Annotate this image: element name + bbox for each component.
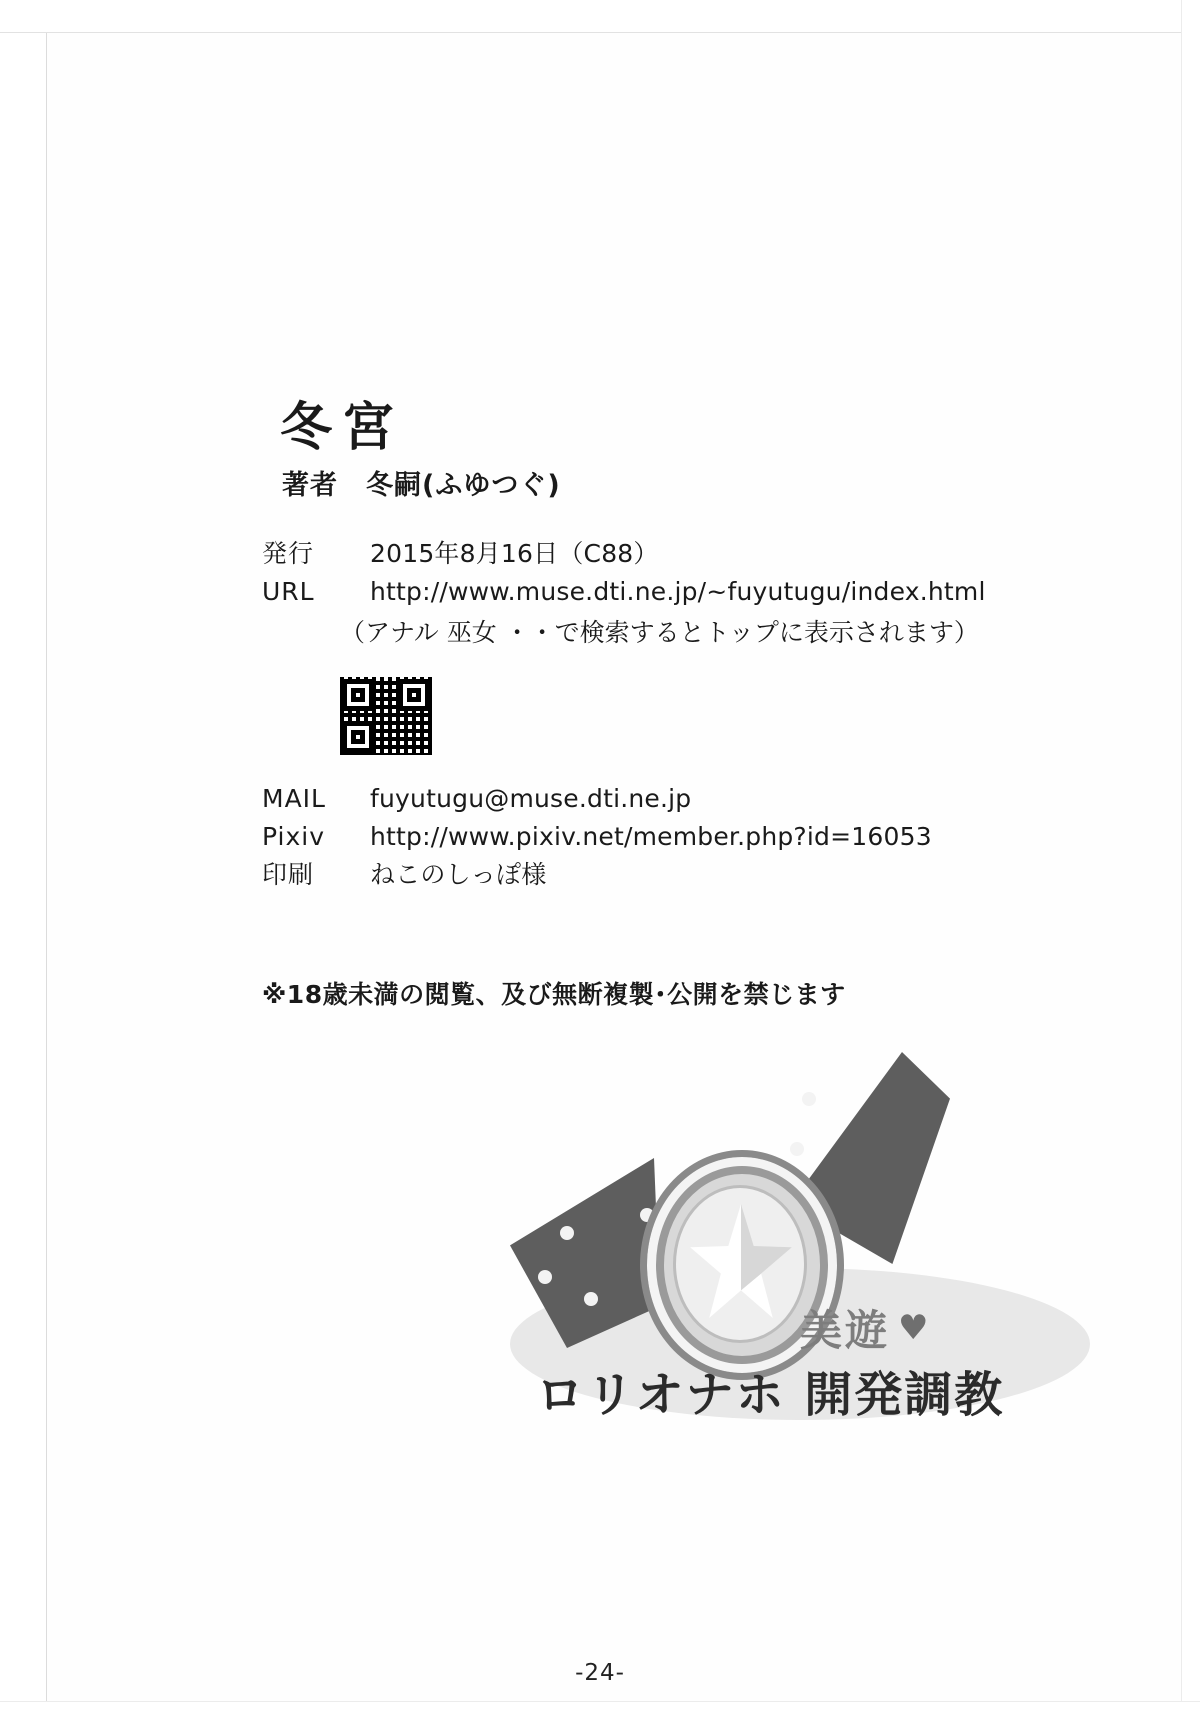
info-row-pixiv xyxy=(262,819,1062,855)
wing-dot xyxy=(538,1270,552,1284)
scan-edge-right xyxy=(1181,0,1200,1716)
page-number: -24- xyxy=(575,1660,625,1686)
wing-dot xyxy=(584,1292,598,1306)
info-label-url: URL xyxy=(262,577,315,607)
wing-dot xyxy=(802,1092,816,1106)
author-line: 著者 冬嗣(ふゆつぐ) xyxy=(282,470,561,502)
info-row-publication xyxy=(262,536,1062,572)
qr-finder-bottom-left xyxy=(342,721,374,753)
info-value-mail[interactable]: fuyutugu@muse.dti.ne.jp xyxy=(370,783,692,813)
scan-edge-top xyxy=(0,0,1200,33)
info-label-pixiv: Pixiv xyxy=(262,821,326,851)
info-row-mail xyxy=(262,781,1062,817)
info-label-publication: 発行 xyxy=(262,539,315,569)
scan-edge-left xyxy=(0,0,47,1716)
star-shading xyxy=(688,1204,794,1324)
heart-icon: ♥ xyxy=(898,1308,932,1348)
info-value-pixiv[interactable]: http://www.pixiv.net/member.php?id=16053 xyxy=(370,821,932,851)
scan-edge-bottom xyxy=(0,1701,1200,1716)
circle-name: 冬宮 xyxy=(280,398,405,458)
wing-dot xyxy=(790,1142,804,1156)
emblem-logo-name: 美遊 xyxy=(800,1306,891,1355)
contact-block xyxy=(262,781,1062,894)
qr-code-icon xyxy=(340,677,432,755)
emblem-logo-text xyxy=(800,1298,932,1358)
info-value-printer: ねこのしっぽ様 xyxy=(370,860,547,890)
info-value-url[interactable]: http://www.muse.dti.ne.jp/~fuyutugu/index.html xyxy=(370,577,986,607)
age-restriction-notice: ※18歳未満の閲覧、及び無断複製･公開を禁じます xyxy=(262,980,846,1010)
info-label-mail: MAIL xyxy=(262,783,326,813)
info-row-printer xyxy=(262,857,1062,893)
info-label-printer: 印刷 xyxy=(262,860,315,890)
info-row-url xyxy=(262,574,1062,610)
info-value-publication: 2015年8月16日（C88） xyxy=(370,539,659,569)
emblem-artwork xyxy=(500,1030,1120,1450)
colophon-block xyxy=(262,400,1062,1011)
medal-inner-ring xyxy=(673,1185,807,1343)
wing-dot xyxy=(560,1226,574,1240)
url-subnote: （アナル 巫女 ・・で検索するとトップに表示されます） xyxy=(340,617,979,647)
emblem-logo-title: ロリオナホ 開発調教 xyxy=(536,1367,1005,1423)
